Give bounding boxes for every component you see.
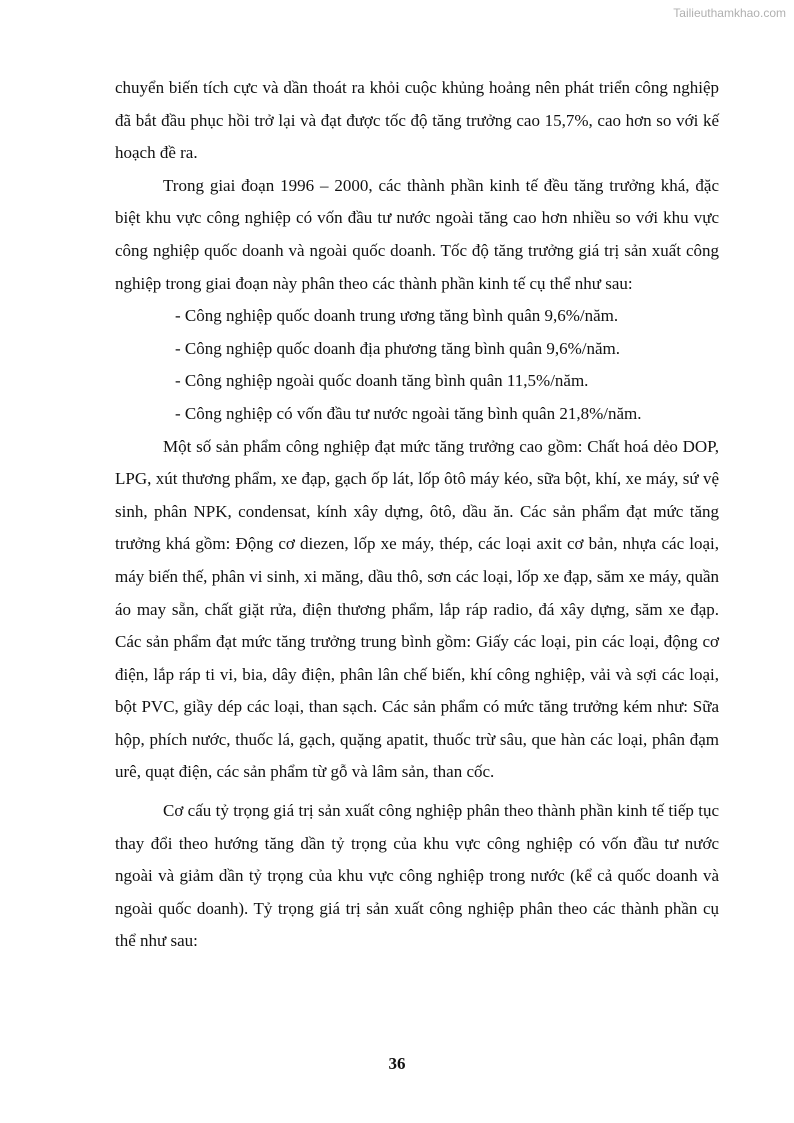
document-body	[115, 72, 719, 958]
list-item: - Công nghiệp quốc doanh địa phương tăng bình quân 9,6%/năm.	[175, 338, 621, 358]
list-item: - Công nghiệp có vốn đầu tư nước ngoài tăng bình quân 21,8%/năm.	[175, 403, 642, 423]
page-number: 36	[388, 1054, 406, 1073]
list-item: - Công nghiệp quốc doanh trung ương tăng bình quân 9,6%/năm.	[175, 306, 619, 326]
paragraph-structure: Cơ cấu tỷ trọng giá trị sản xuất công nghiệp phân theo thành phần kinh tế tiếp tục thay đổi theo hướng tăng dần tỷ trọng của khu vực công nghiệp có vốn đầu tư nước ngoài và giảm dần tỷ trọng của khu vực công nghiệp trong nước (kể cả quốc doanh và ngoài quốc doanh). Tỷ trọng giá trị sản xuất công nghiệp phân theo các thành phần cụ thể như sau:	[115, 801, 719, 951]
list-item: - Công nghiệp ngoài quốc doanh tăng bình quân 11,5%/năm.	[175, 371, 589, 391]
growth-rate-list	[115, 300, 719, 430]
paragraph-continuation: chuyển biến tích cực và dần thoát ra khỏi cuộc khủng hoảng nên phát triển công nghiệp đã bắt đầu phục hồi trở lại và đạt được tốc độ tăng trưởng cao 15,7%, cao hơn so với kế hoạch đề ra.	[115, 78, 719, 163]
watermark-text: Tailieuthamkhao.com	[673, 6, 786, 20]
paragraph-products: Một số sản phẩm công nghiệp đạt mức tăng trưởng cao gồm: Chất hoá dẻo DOP, LPG, xút thương phẩm, xe đạp, gạch ốp lát, lốp ôtô máy kéo, sữa bột, khí, xe máy, sứ vệ sinh, phân NPK, condensat, kính xây dựng, ôtô, dầu ăn. Các sản phẩm đạt mức tăng trưởng khá gồm: Động cơ diezen, lốp xe máy, thép, các loại axit cơ bản, nhựa các loại, máy biến thế, phân vi sinh, xi măng, dầu thô, sơn các loại, lốp xe đạp, săm xe máy, quần áo may sẵn, chất giặt rửa, điện thương phẩm, lắp ráp radio, đá xây dựng, săm xe đạp. Các sản phẩm đạt mức tăng trưởng trung bình gồm: Giấy các loại, pin các loại, động cơ điện, lắp ráp ti vi, bia, dây điện, phân lân chế biến, khí công nghiệp, vải và sợi các loại, bột PVC, giầy dép các loại, than sạch. Các sản phẩm có mức tăng trưởng kém như: Sữa hộp, phích nước, thuốc lá, gạch, quặng apatit, thuốc trừ sâu, que hàn các loại, phân đạm urê, quạt điện, các sản phẩm từ gỗ và lâm sản, than cốc.	[115, 436, 719, 782]
paragraph-growth-intro: Trong giai đoạn 1996 – 2000, các thành phần kinh tế đều tăng trưởng khá, đặc biệt khu vực công nghiệp có vốn đầu tư nước ngoài tăng cao hơn nhiều so với khu vực công nghiệp quốc doanh và ngoài quốc doanh. Tốc độ tăng trưởng giá trị sản xuất công nghiệp trong giai đoạn này phân theo các thành phần kinh tế cụ thể như sau:	[115, 175, 719, 293]
